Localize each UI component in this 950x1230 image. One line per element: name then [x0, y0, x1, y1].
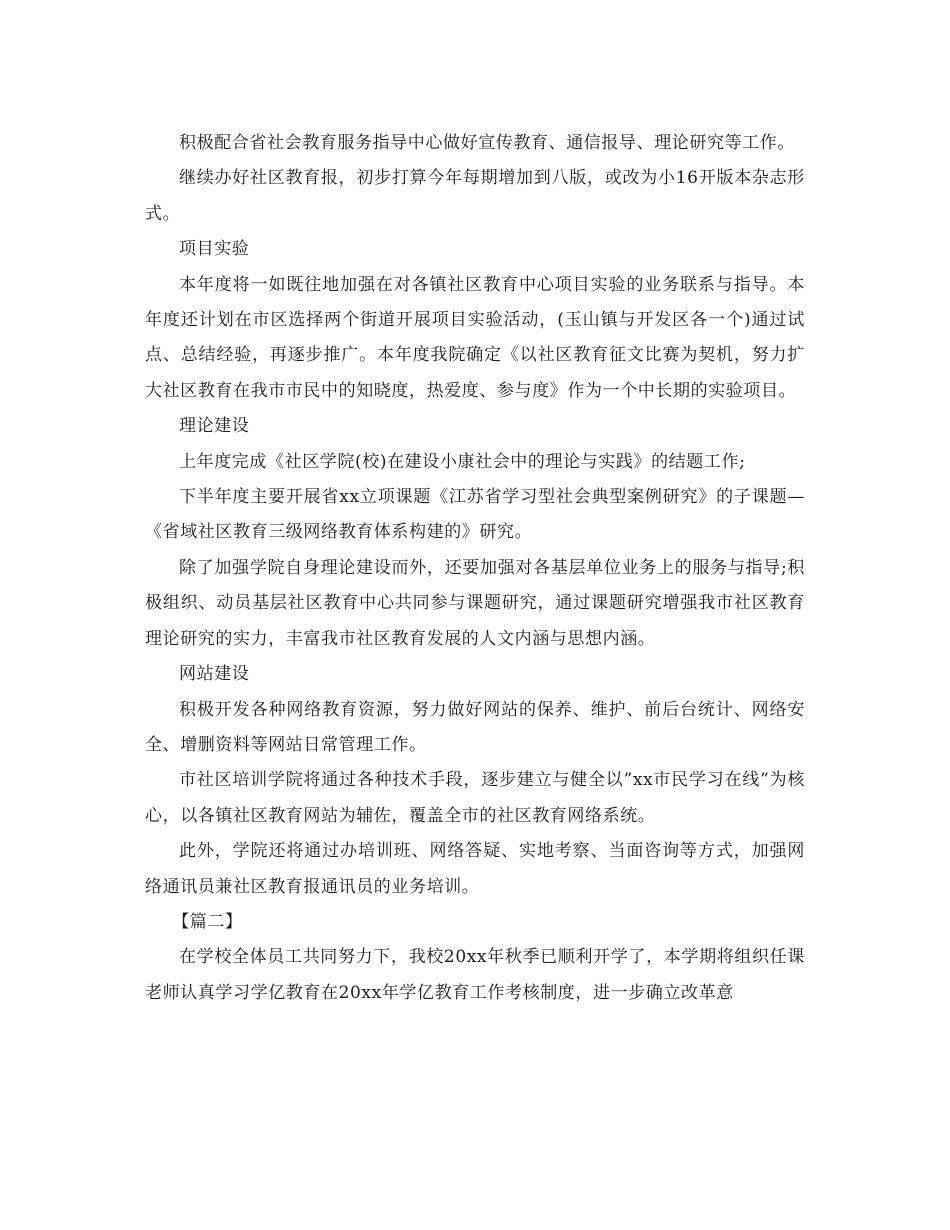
paragraph: 继续办好社区教育报，初步打算今年每期增加到八版，或改为小16开版本杂志形式。: [145, 168, 805, 224]
section-heading: 项目实验: [179, 239, 250, 260]
paragraph: 本年度将一如既往地加强在对各镇社区教育中心项目实验的业务联系与指导。本年度还计划在市区选择两个街道开展项目实验活动，(玉山镇与开发区各一个)通过试点、总结经验，再逐步推广。本年度我院确定《以社区教育征文比赛为契机，努力扩大社区教育在我市市民中的知晓度，热爱度、参与度》作为一个中长期的实验项目。: [145, 274, 805, 401]
part-heading: 【篇二】: [172, 911, 243, 932]
paragraph: 积极开发各种网络教育资源，努力做好网站的保养、维护、前后台统计、网络安全、增删资料等网站日常管理工作。: [145, 699, 805, 755]
document-body: [145, 126, 805, 1011]
section-heading: 理论建设: [179, 416, 250, 437]
section-heading: 网站建设: [179, 664, 250, 685]
paragraph: 下半年度主要开展省xx立项课题《江苏省学习型社会典型案例研究》的子课题—《省域社区教育三级网络教育体系构建的》研究。: [145, 487, 805, 543]
paragraph: 在学校全体员工共同努力下，我校20xx年秋季已顺利开学了，本学期将组织任课老师认真学习学亿教育在20xx年学亿教育工作考核制度，进一步确立改革意: [145, 947, 805, 1003]
paragraph: 市社区培训学院将通过各种技术手段，逐步建立与健全以”xx市民学习在线”为核心，以各镇社区教育网站为辅佐，覆盖全市的社区教育网络系统。: [145, 770, 805, 826]
paragraph: 此外，学院还将通过办培训班、网络答疑、实地考察、当面咨询等方式，加强网络通讯员兼社区教育报通讯员的业务培训。: [145, 841, 805, 897]
paragraph: 上年度完成《社区学院(校)在建设小康社会中的理论与实践》的结题工作;: [179, 451, 746, 472]
paragraph: 除了加强学院自身理论建设而外，还要加强对各基层单位业务上的服务与指导;积极组织、动员基层社区教育中心共同参与课题研究，通过课题研究增强我市社区教育理论研究的实力，丰富我市社区教育发展的人文内涵与思想内涵。: [145, 557, 805, 649]
paragraph: 积极配合省社会教育服务指导中心做好宣传教育、通信报导、理论研究等工作。: [179, 133, 795, 153]
